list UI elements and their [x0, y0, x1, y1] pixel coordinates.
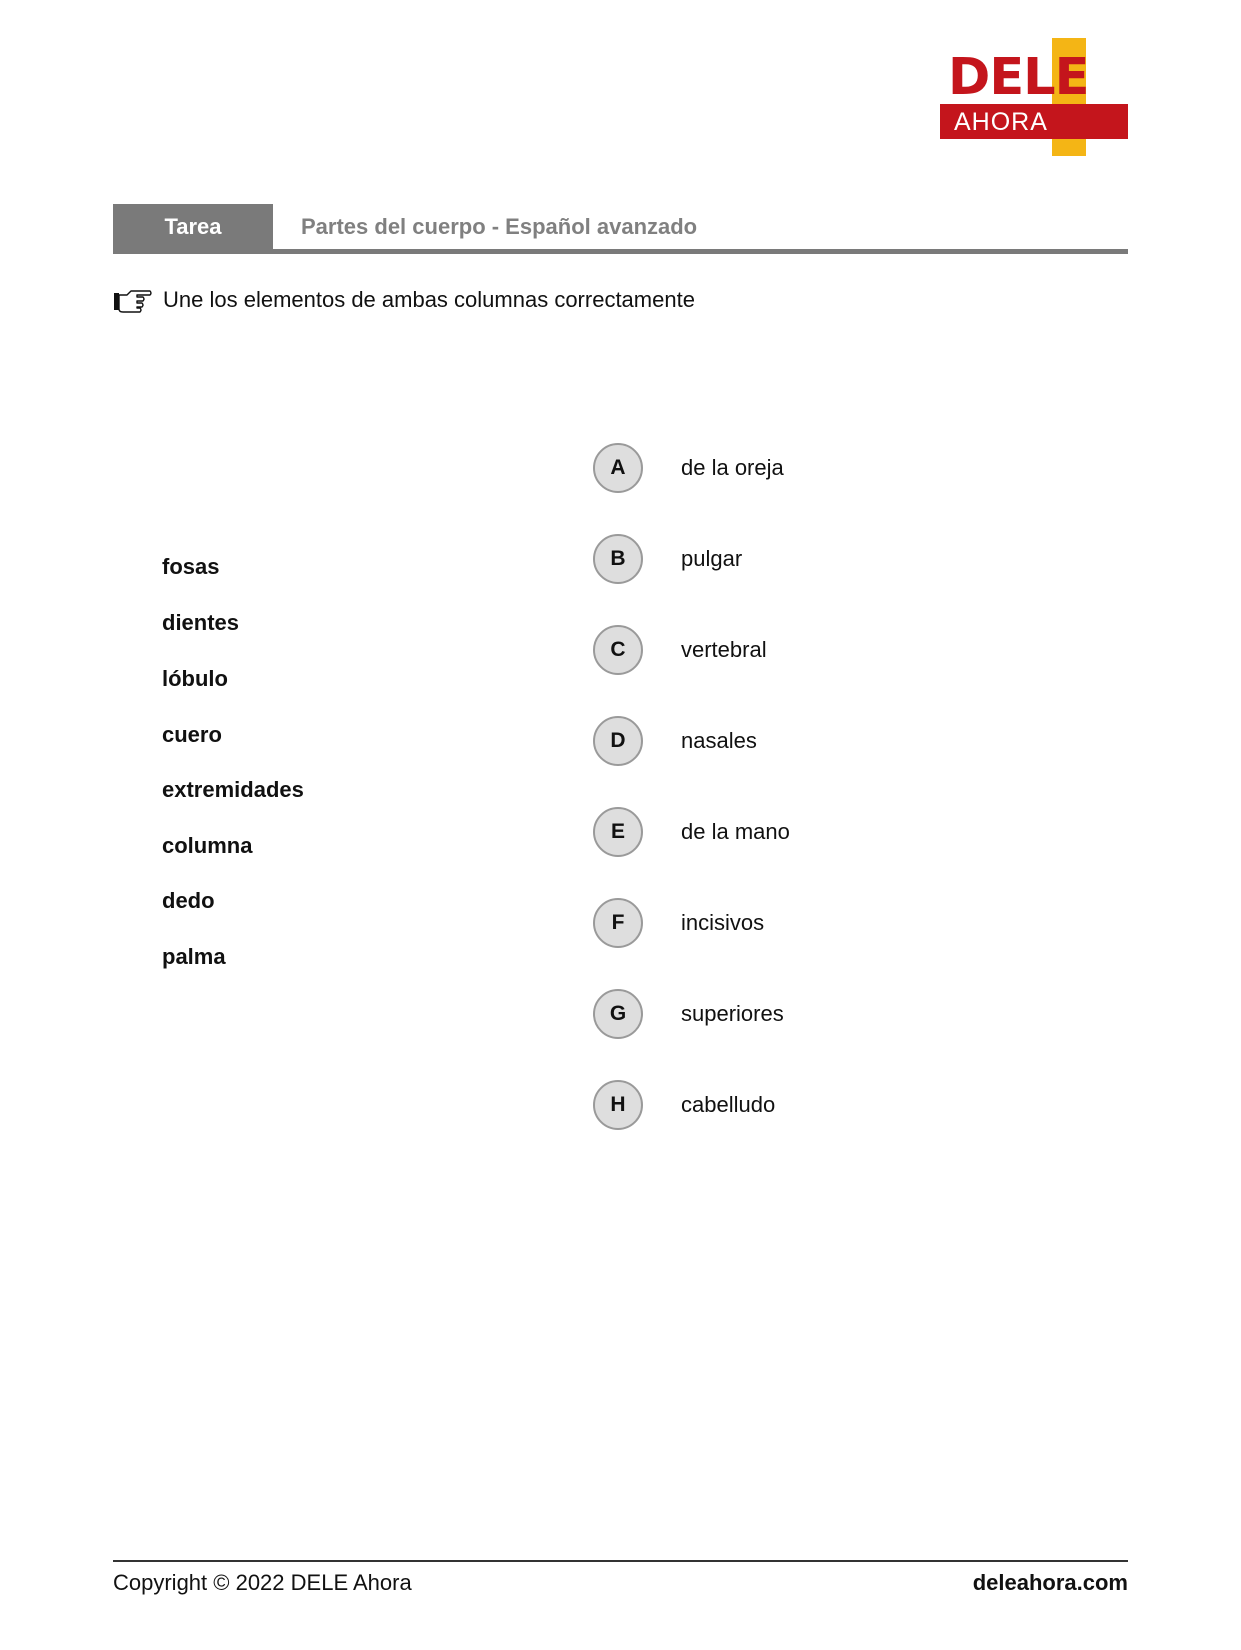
- term-item: fosas: [162, 554, 220, 579]
- instruction-text: Une los elementos de ambas columnas correctamente: [163, 287, 695, 312]
- logo-word-ahora: AHORA: [954, 108, 1048, 136]
- option-g: [593, 989, 993, 1039]
- option-c: [593, 625, 993, 675]
- pointing-hand-icon: [113, 285, 153, 315]
- option-f: [593, 898, 993, 948]
- footer-divider: [113, 1560, 1128, 1562]
- option-text: nasales: [681, 728, 757, 753]
- term-item: cuero: [162, 722, 222, 747]
- term-item: columna: [162, 833, 253, 858]
- option-h: [593, 1080, 993, 1130]
- option-letter-badge: D: [593, 716, 643, 766]
- option-a: [593, 443, 993, 493]
- task-label: Tarea: [113, 204, 273, 250]
- option-text: incisivos: [681, 910, 765, 935]
- option-text: superiores: [681, 1001, 784, 1026]
- footer-site-link[interactable]: deleahora.com: [972, 1570, 1128, 1595]
- option-letter-badge: H: [593, 1080, 643, 1130]
- option-letter-badge: E: [593, 807, 643, 857]
- footer-copyright: Copyright © 2022 DELE Ahora: [113, 1570, 412, 1595]
- dele-ahora-logo: [940, 38, 1128, 156]
- header-divider: [113, 249, 1128, 254]
- term-item: extremidades: [162, 777, 304, 802]
- logo-word-dele: DELE: [948, 48, 1089, 107]
- option-b: [593, 534, 993, 584]
- option-letter-badge: F: [593, 898, 643, 948]
- option-letter-badge: A: [593, 443, 643, 493]
- term-item: lóbulo: [162, 666, 228, 691]
- option-text: de la oreja: [681, 455, 784, 480]
- option-text: cabelludo: [681, 1092, 776, 1117]
- term-item: palma: [162, 944, 226, 969]
- option-letter-badge: G: [593, 989, 643, 1039]
- option-letter-badge: C: [593, 625, 643, 675]
- option-text: vertebral: [681, 637, 767, 662]
- option-letter-badge: B: [593, 534, 643, 584]
- option-text: pulgar: [681, 546, 743, 571]
- term-item: dientes: [162, 610, 240, 635]
- option-text: de la mano: [681, 819, 790, 844]
- option-d: [593, 716, 993, 766]
- task-header: [113, 204, 1128, 254]
- term-item: dedo: [162, 888, 215, 913]
- option-e: [593, 807, 993, 857]
- task-title: Partes del cuerpo - Español avanzado: [301, 214, 698, 239]
- instruction: [113, 282, 695, 318]
